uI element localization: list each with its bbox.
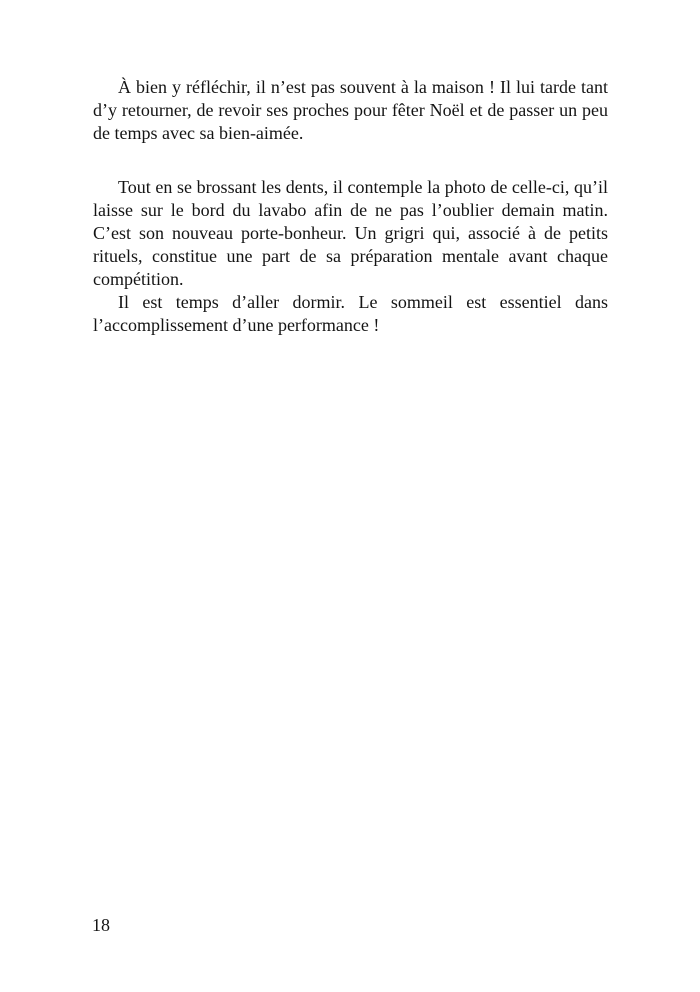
- text-line: C’est son nouveau porte-bonheur. Un grigri qui, associé à de petits: [93, 223, 608, 243]
- text-block: [93, 76, 608, 337]
- text-line: Il est temps d’aller dormir. Le sommeil est essentiel dans: [118, 292, 608, 312]
- text-line: rituels, constitue une part de sa préparation mentale avant chaque: [93, 246, 608, 266]
- paragraph: [93, 76, 608, 145]
- paragraph: [93, 291, 608, 337]
- text-line: laisse sur le bord du lavabo afin de ne pas l’oublier demain matin.: [93, 200, 608, 220]
- text-line: compétition.: [93, 269, 184, 289]
- text-line: de temps avec sa bien-aimée.: [93, 123, 304, 143]
- text-line: d’y retourner, de revoir ses proches pour fêter Noël et de passer un peu: [93, 100, 608, 120]
- text-line: À bien y réfléchir, il n’est pas souvent à la maison ! Il lui tarde tant: [118, 77, 608, 97]
- text-line: l’accomplissement d’une performance !: [93, 315, 380, 335]
- text-line: Tout en se brossant les dents, il contemple la photo de celle-ci, qu’il: [118, 177, 608, 197]
- paragraph: [93, 176, 608, 291]
- page-number: 18: [92, 915, 110, 935]
